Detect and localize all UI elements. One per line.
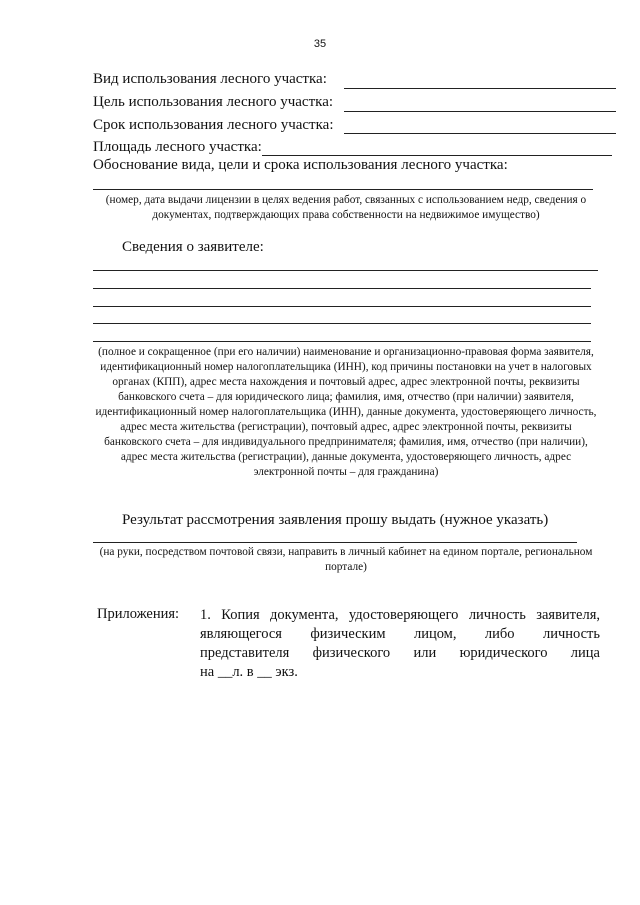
purpose-input-line[interactable] — [344, 111, 616, 112]
justification-input-line[interactable] — [93, 189, 593, 190]
attachments-label: Приложения: — [97, 606, 180, 622]
applicant-line-3[interactable] — [93, 306, 591, 307]
justification-label: Обоснование вида, цели и срока использования лесного участка: — [93, 157, 508, 173]
kind-input-line[interactable] — [344, 88, 616, 89]
area-label: Площадь лесного участка: — [93, 139, 262, 155]
applicant-line-1[interactable] — [93, 270, 598, 271]
applicant-note: (полное и сокращенное (при его наличии) наименование и организационно-правовая форма заявителя, идентификационный номер налогоплательщика (ИНН), код причины постановки на учет в налоговых органах (КПП), адрес места нахождения и почтовый адрес, адрес электронной почты, реквизиты банковского счета – для юридического лица; фамилия, имя, отчество (при наличии) заявителя, идентификационный номер налогоплательщика (ИНН), данные документа, удостоверяющего личность, адрес места жительства (регистрации), почтовый адрес, адрес электронной почты, реквизиты банковского счета – для индивидуального предпринимателя; фамилия, имя, отчество (при наличии), адрес места жительства (регистрации), данные документа, удостоверяющего личность, адрес электронной почты – для гражданина) — [95, 346, 597, 478]
attachment-line-3: представителя физического или юридического лица — [200, 645, 600, 661]
purpose-label: Цель использования лесного участка: — [93, 94, 334, 110]
applicant-line-4[interactable] — [93, 323, 591, 324]
result-input-line[interactable] — [93, 542, 577, 543]
result-heading: Результат рассмотрения заявления прошу выдать (нужное указать) — [122, 512, 549, 528]
attachment-line-1: 1. Копия документа, удостоверяющего личность заявителя, — [200, 607, 600, 623]
term-label: Срок использования лесного участка: — [93, 117, 334, 133]
kind-label: Вид использования лесного участка: — [93, 71, 327, 87]
attachment-line-2: являющегося физическим лицом, либо личность — [200, 626, 600, 642]
term-input-line[interactable] — [344, 133, 616, 134]
result-note: (на руки, посредством почтовой связи, направить в личный кабинет на едином портале, региональном портале) — [99, 546, 593, 573]
applicant-line-5[interactable] — [93, 341, 591, 342]
page-number: 35 — [313, 38, 327, 50]
attachment-line-4: на __л. в __ экз. — [200, 664, 298, 680]
applicant-line-2[interactable] — [93, 288, 591, 289]
area-input-line[interactable] — [262, 155, 612, 156]
applicant-heading: Сведения о заявителе: — [122, 239, 264, 255]
justification-note: (номер, дата выдачи лицензии в целях ведения работ, связанных с использованием недр, сведения о документах, подтверждающих права собственности на недвижимое имущество) — [105, 194, 587, 221]
